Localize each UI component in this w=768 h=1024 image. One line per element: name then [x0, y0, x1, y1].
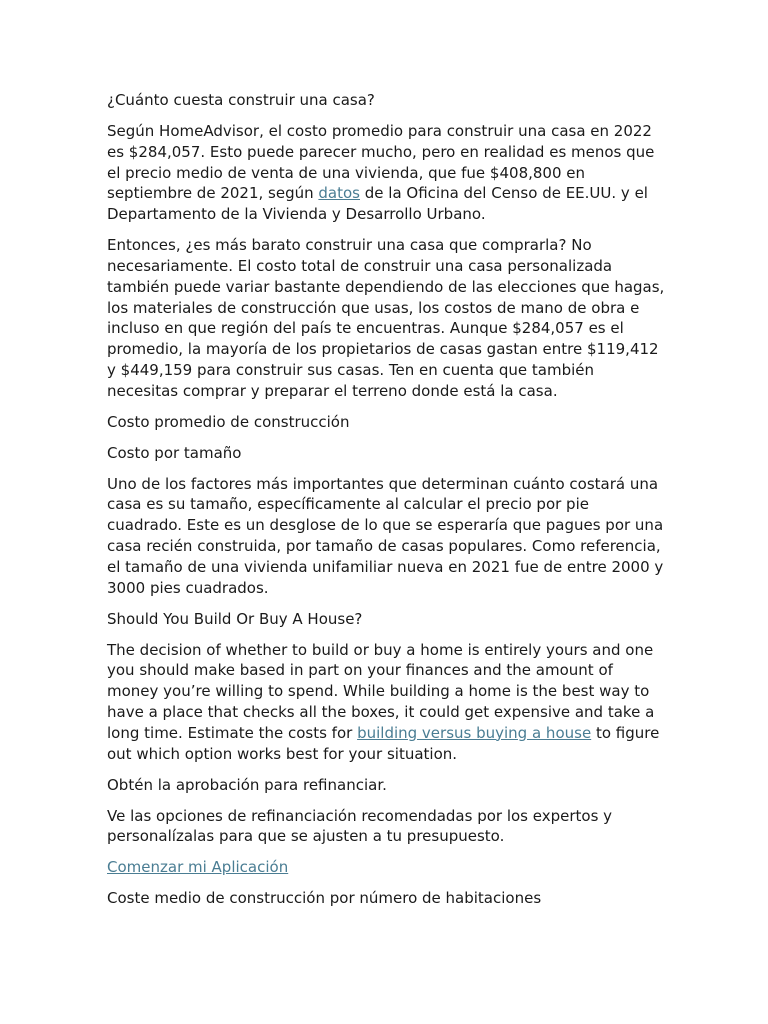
heading-cost-by-size: Costo por tamaño — [107, 443, 242, 462]
document-body — [107, 90, 667, 919]
start-application-link[interactable]: Comenzar mi Aplicación — [107, 858, 289, 877]
heading-cost-by-bedrooms: Coste medio de construcción por número de habitaciones — [107, 889, 542, 908]
paragraph-size-factor: Uno de los factores más importantes que determinan cuánto costará una casa es su tamaño, específicamente al calcular el precio por pie cuadrado. Este es un desglose de lo que se esperaría que pagues por una casa recién construida, por tamaño de casas populares. Como referencia, el tamaño de una vivienda unifamiliar nueva en 2021 fue de entre 2000 y 3000 pies cuadrados. — [107, 474, 664, 597]
paragraph-text: Según HomeAdvisor, el costo promedio para construir una casa en 2022 es $284,057. Esto puede parecer mucho, pero en realidad es menos que el precio medio de venta de una vivienda, que fue $408,800 en septiembre de 2021, según — [107, 121, 655, 203]
paragraph-text: The decision of whether to build or buy a home is entirely yours and one you should make based in part on your finances and the amount of money you’re willing to spend. While building a home is the best way to have a place that checks all the boxes, it could get expensive and take a long time. Estimate the costs for — [107, 640, 655, 742]
paragraph-refinance-options: Ve las opciones de refinanciación recomendadas por los expertos y personalízalas para que se ajusten a tu presupuesto. — [107, 806, 613, 846]
datos-link[interactable]: datos — [318, 184, 360, 203]
paragraph-average-cost — [107, 121, 667, 225]
paragraph-build-or-buy — [107, 640, 667, 765]
cta-paragraph — [107, 857, 667, 878]
heading-refinance-approval: Obtén la aprobación para refinanciar. — [107, 775, 387, 794]
building-vs-buying-link[interactable]: building versus buying a house — [357, 723, 592, 742]
heading-cost-to-build: ¿Cuánto cuesta construir una casa? — [107, 91, 375, 109]
paragraph-text: to figure out which option works best for your situation. — [107, 723, 660, 763]
paragraph-text: de la Oficina del Censo de EE.UU. y el Departamento de la Vivienda y Desarrollo Urbano. — [107, 184, 648, 224]
paragraph-build-vs-buy-es: Entonces, ¿es más barato construir una casa que comprarla? No necesariamente. El costo total de construir una casa personalizada también puede variar bastante dependiendo de las elecciones que hagas, los materiales de construcción que usas, los costos de mano de obra e incluso en que región del país te encuentras. Aunque $284,057 es el promedio, la mayoría de los propietarios de casas gastan entre $119,412 y $449,159 para construir sus casas. Ten en cuenta que también necesitas comprar y preparar el terreno donde está la casa. — [107, 236, 665, 400]
heading-build-or-buy: Should You Build Or Buy A House? — [107, 609, 363, 628]
heading-average-construction-cost: Costo promedio de construcción — [107, 412, 350, 431]
